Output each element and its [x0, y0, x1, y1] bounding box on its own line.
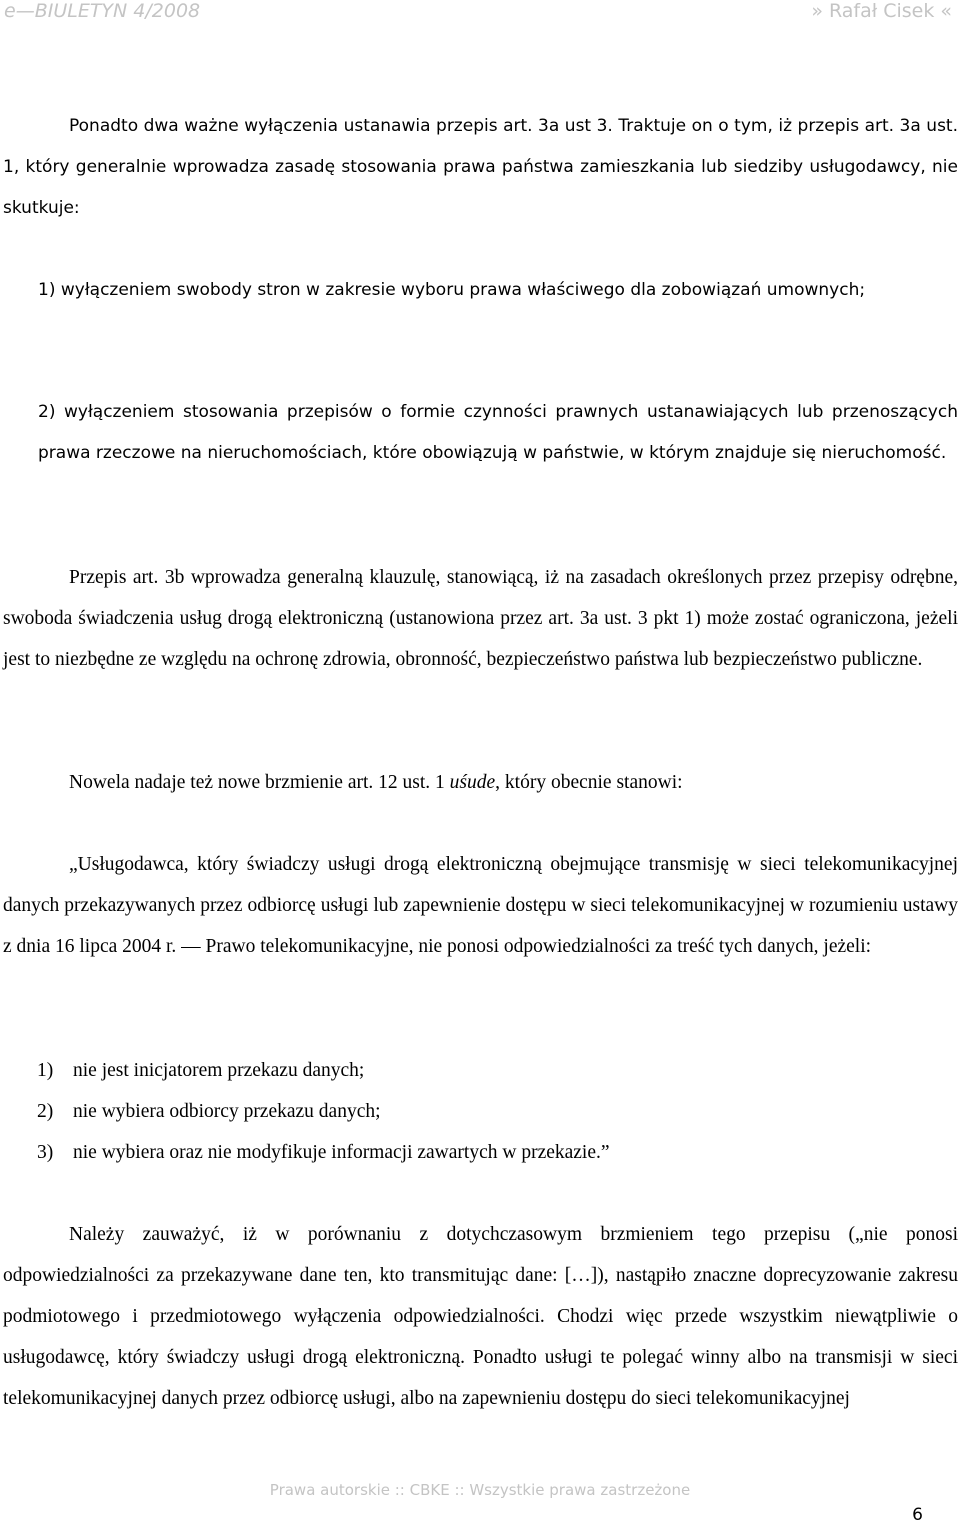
- header-publication-title: e—BIULETYN 4/2008: [4, 0, 201, 22]
- list-item-number: 2): [37, 1101, 54, 1122]
- page-footer-copyright: Prawa autorskie :: CBKE :: Wszystkie prawa zastrzeżone: [269, 1481, 691, 1499]
- paragraph-art-12-italic: uśude: [449, 772, 496, 793]
- paragraph-comparison: Należy zauważyć, iż w porównaniu z dotychczasowym brzmieniem tego przepisu („nie ponosi odpowiedzialności za przekazywane dane ten, kto transmitując dane: […]), nastąpiło znaczne doprecyzowanie zakresu podmiotowego i przedmiotowego wyłączenia odpowiedzialności. Chodzi więc przede wszystkim niewątpliwie o usługodawcę, który świadczy usługi drogą elektroniczną. Ponadto usługi te polegać winny albo na transmisji w sieci telekomunikacyjnej danych przez odbiorcę usługi, albo na zapewnieniu dostępu do sieci telekomunikacyjnej: [3, 1224, 958, 1409]
- list-item-text: 2) wyłączeniem stosowania przepisów o formie czynności prawnych ustanawiających lub przenoszących prawa rzeczowe na nieruchomościach, które obowiązują w państwie, w którym znajduje się nieruchomość.: [38, 402, 958, 463]
- paragraph-art-3b: Przepis art. 3b wprowadza generalną klauzulę, stanowiącą, iż na zasadach określonych przez przepisy odrębne, swoboda świadczenia usług drogą elektroniczną (ustanowiona przez art. 3a ust. 3 pkt 1) może zostać ograniczona, jeżeli jest to niezbędne ze względu na ochronę zdrowia, obronność, bezpieczeństwo państwa lub bezpieczeństwo publiczne.: [3, 567, 958, 670]
- list-item-number: 1): [37, 1060, 54, 1081]
- paragraph-art-12: [3, 762, 958, 803]
- list-item-condition-1: [37, 1050, 958, 1091]
- page-header: [0, 0, 960, 22]
- list-item-exclusion-1: [38, 270, 958, 311]
- paragraph-art-12-text-b: , który obecnie stanowi:: [495, 772, 683, 793]
- list-item-text: nie jest inicjatorem przekazu danych;: [73, 1060, 365, 1081]
- header-author: » Rafał Cisek «: [811, 0, 952, 22]
- list-item-exclusion-2: [38, 392, 958, 474]
- list-item-condition-2: [37, 1091, 958, 1132]
- list-item-condition-3: [37, 1132, 958, 1173]
- list-item-text: 1) wyłączeniem swobody stron w zakresie wyboru prawa właściwego dla zobowiązań umownych;: [38, 280, 866, 300]
- list-item-text: nie wybiera odbiorcy przekazu danych;: [73, 1101, 381, 1122]
- paragraph-art-12-text-a: Nowela nadaje też nowe brzmienie art. 12 ust. 1: [69, 772, 450, 793]
- list-item-number: 3): [37, 1142, 54, 1163]
- page-number: 6: [912, 1505, 923, 1525]
- paragraph-quoted-provision: „Usługodawca, który świadczy usługi drogą elektroniczną obejmujące transmisję w sieci telekomunikacyjnej danych przekazywanych przez odbiorcę usługi lub zapewnienie dostępu w sieci telekomunikacyjnej w rozumieniu ustawy z dnia 16 lipca 2004 r. — Prawo telekomunikacyjne, nie ponosi odpowiedzialności za treść tych danych, jeżeli:: [3, 854, 958, 957]
- list-item-text: nie wybiera oraz nie modyfikuje informacji zawartych w przekazie.”: [73, 1142, 610, 1163]
- paragraph-exclusions-intro: Ponadto dwa ważne wyłączenia ustanawia przepis art. 3a ust 3. Traktuje on o tym, iż przepis art. 3a ust. 1, który generalnie wprowadza zasadę stosowania prawa państwa zamieszkania lub siedziby usługodawcy, nie skutkuje:: [3, 116, 958, 218]
